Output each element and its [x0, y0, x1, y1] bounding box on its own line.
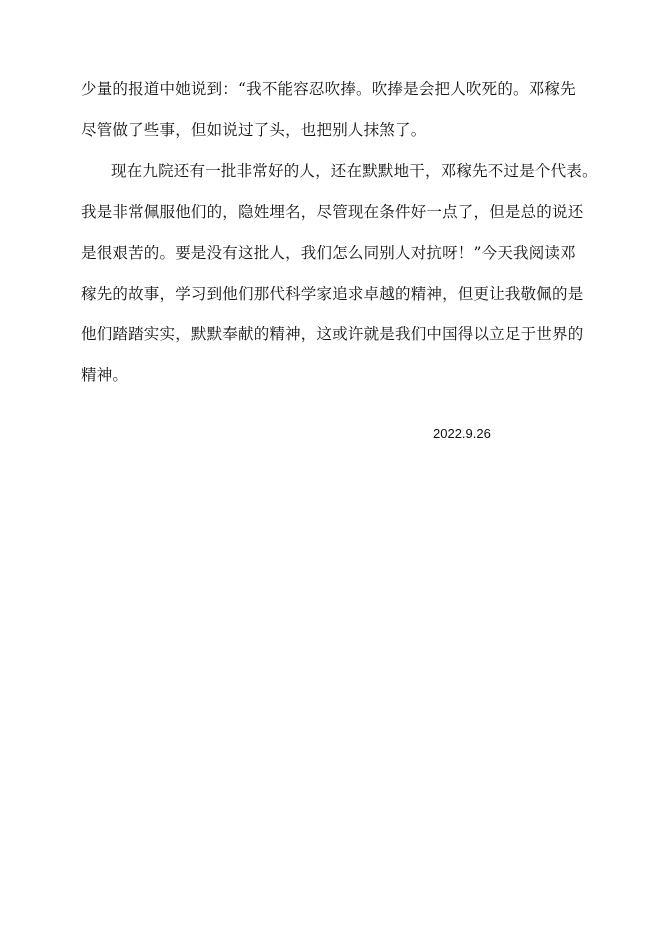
- text-line: 尽管做了些事，但如说过了头，也把别人抹煞了。: [81, 121, 427, 139]
- text-line: 稼先的故事，学习到他们那代科学家追求卓越的精神，但更让我敬佩的是: [81, 285, 584, 303]
- text-line: 是很艰苦的。要是没有这批人，我们怎么同别人对抗呀！”今天我阅读邓: [81, 244, 576, 262]
- text-line: 精神。: [81, 366, 129, 384]
- document-date: 2022.9.26: [433, 426, 491, 441]
- paragraph-first-line: 现在九院还有一批非常好的人，还在默默地干，邓稼先不过是个代表。: [111, 162, 598, 180]
- text-line: 他们踏踏实实，默默奉献的精神，这或许就是我们中国得以立足于世界的: [81, 325, 584, 343]
- text-line: 我是非常佩服他们的，隐姓埋名，尽管现在条件好一点了，但是总的说还: [81, 203, 584, 221]
- text-line: 少量的报道中她说到：“我不能容忍吹捧。吹捧是会把人吹死的。邓稼先: [81, 80, 576, 98]
